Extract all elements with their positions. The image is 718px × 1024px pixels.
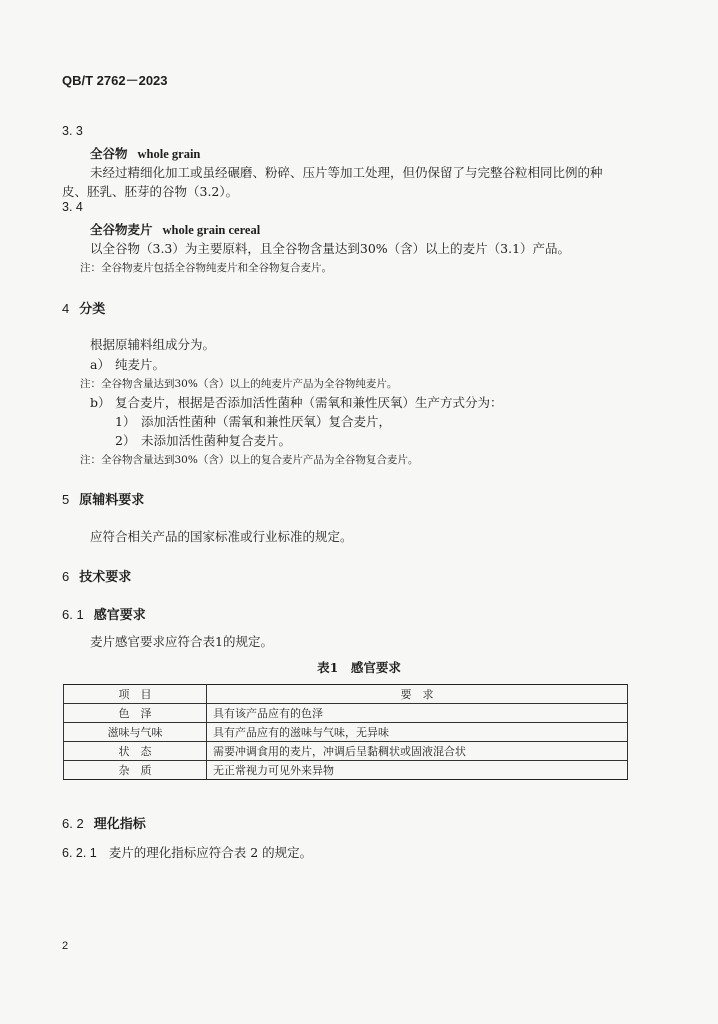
table-header-item: 项 目 [64, 685, 207, 704]
section-6-2-number: 6. 2 [62, 816, 84, 831]
clause-6-2-1-text: 麦片的理化指标应符合表 2 的规定。 [108, 845, 313, 860]
item-b1-text: 添加活性菌种（需氧和兼性厌氧）复合麦片， [141, 414, 392, 429]
item-a-label: a） [90, 357, 110, 372]
term-whole-grain-cereal-cn: 全谷物麦片 [90, 222, 153, 237]
standard-code: QB/T 2762－2023 [62, 73, 168, 88]
section-6-heading [62, 566, 131, 585]
table-header-row [64, 685, 628, 704]
item-b-label: b） [90, 395, 111, 410]
table-cell-item: 状 态 [64, 742, 207, 761]
section-6-2-title: 理化指标 [93, 817, 146, 832]
section-5-heading [62, 489, 144, 508]
section-4-intro: 根据原辅料组成分为。 [90, 337, 216, 352]
table-row [64, 723, 628, 742]
table-cell-requirement: 具有该产品应有的色泽 [207, 704, 628, 723]
table-cell-item: 杂 质 [64, 761, 207, 780]
table-cell-item: 滋味与气味 [64, 723, 207, 742]
note-3-4: 注：全谷物麦片包括全谷物纯麦片和全谷物复合麦片。 [80, 262, 332, 274]
section-5-number: 5 [62, 492, 70, 507]
term-whole-grain-en: whole grain [137, 147, 201, 161]
clause-6-2-1 [62, 843, 312, 861]
table-cell-requirement: 需要冲调食用的麦片，冲调后呈黏稠状或固液混合状 [207, 742, 628, 761]
table-cell-requirement: 无正常视力可见外来异物 [207, 761, 628, 780]
definition-3-3-line1: 未经过精细化加工或虽经碾磨、粉碎、压片等加工处理，但仍保留了与完整谷粒相同比例的种 [90, 165, 603, 180]
section-6-1-heading [62, 604, 146, 623]
section-6-1-number: 6. 1 [62, 607, 84, 622]
term-whole-grain-cereal-en: whole grain cereal [162, 223, 261, 237]
term-whole-grain-cn: 全谷物 [90, 146, 128, 161]
item-b-text: 复合麦片，根据是否添加活性菌种（需氧和兼性厌氧）生产方式分为： [115, 395, 503, 410]
note-item-a: 注：全谷物含量达到30%（含）以上的纯麦片产品为全谷物纯麦片。 [80, 378, 398, 390]
table-row [64, 704, 628, 723]
item-b1-label: 1） [115, 414, 136, 429]
definition-3-3-line2: 皮、胚乳、胚芽的谷物（3.2）。 [62, 184, 239, 199]
table-header-requirement: 要 求 [207, 685, 628, 704]
table-1-title: 表1 感官要求 [317, 660, 401, 675]
table-row [64, 742, 628, 761]
clause-6-2-1-number: 6. 2. 1 [62, 846, 97, 860]
section-4-number: 4 [62, 301, 70, 316]
sensory-requirements-table [63, 684, 628, 780]
clause-3-3-number: 3. 3 [62, 124, 83, 138]
section-4-heading [62, 298, 105, 317]
section-6-1-title: 感官要求 [93, 608, 146, 623]
term-whole-grain [90, 144, 200, 162]
item-a-text: 纯麦片。 [115, 357, 166, 372]
section-6-1-text: 麦片感官要求应符合表1的规定。 [90, 634, 273, 649]
section-6-2-heading [62, 813, 146, 832]
clause-3-4-number: 3. 4 [62, 200, 83, 214]
section-6-number: 6 [62, 569, 70, 584]
page-number: 2 [62, 940, 69, 952]
item-b2-text: 未添加活性菌种复合麦片。 [141, 433, 292, 448]
section-5-text: 应符合相关产品的国家标准或行业标准的规定。 [90, 529, 353, 544]
section-4-title: 分类 [79, 302, 106, 317]
definition-3-4: 以全谷物（3.3）为主要原料，且全谷物含量达到30%（含）以上的麦片（3.1）产品。 [90, 241, 571, 256]
section-5-title: 原辅料要求 [79, 493, 145, 508]
table-row [64, 761, 628, 780]
item-b2-label: 2） [115, 433, 136, 448]
term-whole-grain-cereal [90, 220, 260, 238]
table-cell-item: 色 泽 [64, 704, 207, 723]
section-6-title: 技术要求 [79, 570, 132, 585]
note-item-b: 注：全谷物含量达到30%（含）以上的复合麦片产品为全谷物复合麦片。 [80, 454, 419, 466]
table-cell-requirement: 具有产品应有的滋味与气味，无异味 [207, 723, 628, 742]
